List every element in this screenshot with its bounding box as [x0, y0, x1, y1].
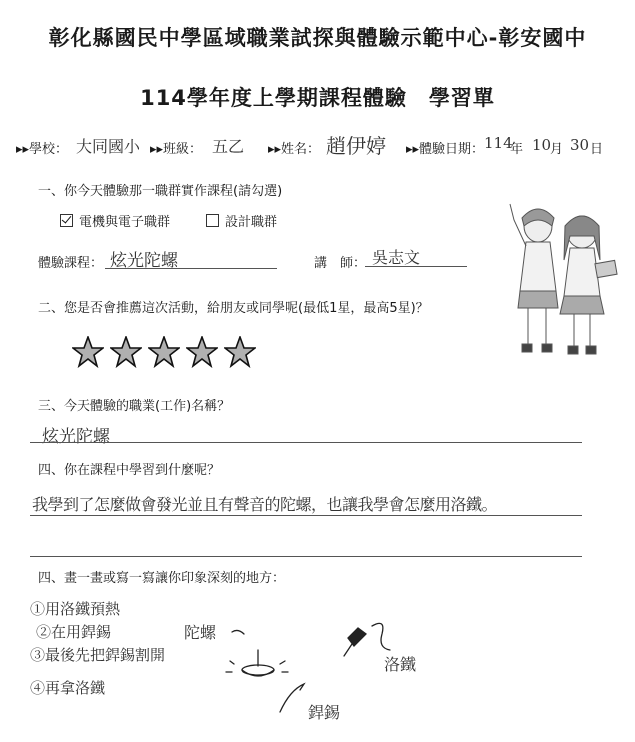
date-label: ▸▸體驗日期：: [406, 142, 485, 157]
option-electrical[interactable]: [60, 211, 170, 230]
question-1: 一、你今天體驗那一職群實作課程(請勾選): [38, 184, 283, 199]
date-year-unit: 年: [510, 142, 524, 157]
question-3: 三、今天體驗的職業(工作)名稱？: [38, 399, 231, 414]
answer-4: 我學到了怎麼做會發光並且有聲音的陀螺，也讓我學會怎麼用洛鐵。: [32, 495, 498, 514]
date-month-unit: 月: [550, 142, 564, 157]
name-label: ▸▸姓名：: [268, 142, 321, 157]
name-value: 趙伊婷: [326, 134, 386, 158]
school-label: ▸▸學校：: [16, 142, 69, 157]
teacher-value: 吳志文: [372, 248, 421, 267]
date-year: 114: [484, 134, 513, 152]
rating-star-3[interactable]: [148, 336, 180, 368]
teacher-label: 講 師：: [314, 256, 367, 271]
answer-3: 炫光陀螺: [42, 427, 110, 447]
course-underline: [105, 268, 277, 269]
label-spinning-top: 陀螺: [184, 623, 217, 642]
answer-3-line: [30, 442, 582, 443]
course-value: 炫光陀螺: [110, 251, 178, 271]
checkbox-electrical[interactable]: [60, 214, 73, 227]
teacher-underline: [365, 266, 467, 267]
label-solder: 銲錫: [308, 703, 341, 722]
answer-4-line-1: [30, 515, 582, 516]
rating-star-4[interactable]: [186, 336, 218, 368]
question-2: 二、您是否會推薦這次活動，給朋友或同學呢(最低1星，最高5星)？: [38, 301, 429, 316]
date-month: 10: [532, 136, 552, 154]
option-electrical-label: 電機與電子職群: [79, 215, 171, 230]
step-1: ①用洛鐵預熱: [30, 600, 121, 618]
sketch-drawings: [220, 620, 420, 730]
checkbox-design[interactable]: [206, 214, 219, 227]
option-design-label: 設計職群: [225, 215, 278, 230]
page-title-line-2: 114學年度上學期課程體驗 學習單: [140, 86, 495, 110]
page-title-line-1: 彰化縣國民中學區域職業試探與體驗示範中心-彰安國中: [48, 26, 587, 50]
course-label: 體驗課程：: [38, 256, 104, 271]
step-3: ③最後先把銲錫割開: [30, 646, 166, 664]
rating-star-2[interactable]: [110, 336, 142, 368]
label-soldering-iron: 洛鐵: [384, 655, 417, 674]
date-day-unit: 日: [590, 142, 604, 157]
students-illustration: [500, 196, 618, 366]
rating-star-1[interactable]: [72, 336, 104, 368]
school-value: 大同國小: [76, 137, 141, 156]
step-4: ④再拿洛鐵: [30, 679, 106, 697]
class-label: ▸▸班級：: [150, 142, 203, 157]
question-4: 四、你在課程中學習到什麼呢？: [38, 463, 221, 478]
answer-4-line-2: [30, 556, 582, 557]
step-2: ②在用銲錫: [36, 623, 112, 641]
date-day: 30: [570, 136, 590, 154]
option-design[interactable]: [206, 211, 277, 230]
question-5: 四、畫一畫或寫一寫讓你印象深刻的地方：: [38, 571, 286, 586]
class-value: 五乙: [212, 137, 245, 156]
rating-star-5[interactable]: [224, 336, 256, 368]
